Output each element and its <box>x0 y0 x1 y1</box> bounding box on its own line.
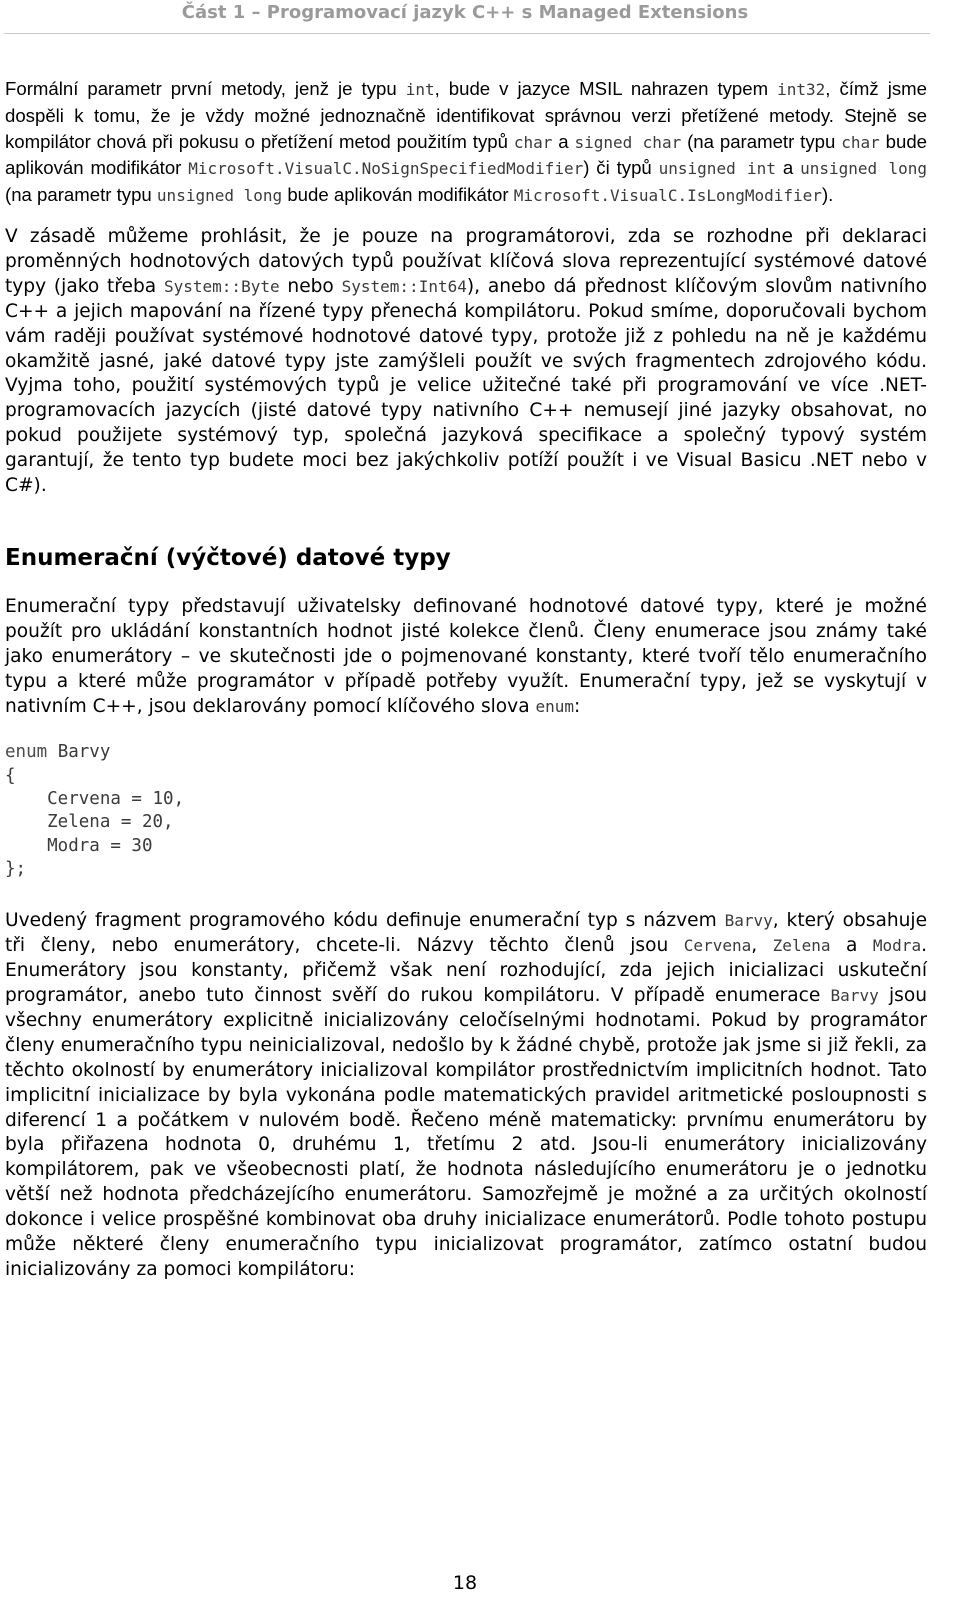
text-run: ), anebo dá přednost klíčovým slovům nativního C++ a jejich mapování na řízené typy přenechá kompilátoru. Pokud smíme, doporučovali bychom vám raději používat systémové hodnotové datové typy, protože již z pohledu na ně je každému okamžitě jasné, jaké datové typy jste zamýšleli použít ve svých fragmentech zdrojového kódu. Vyjma toho, použití systémových typů je velice užitečné také při programování ve více .NET-programovacích jazycích (jisté datové typy nativního C++ nemusejí jiné jazyky obsahovat, no pokud použijete systémový typ, společná jazyková specifikace a společný typový systém garantují, že tento typ budete moci bez jakýchkoliv potíží použít i ve Visual Basicu .NET nebo v C#). <box>5 275 927 497</box>
text-run: Enumerační typy představují uživatelsky definované hodnotové datové typy, které je možné použít pro ukládání konstantních hodnot jisté kolekce členů. Členy enumerace jsou známy také jako enumerátory – ve skutečnosti jde o pojmenované konstanty, které tvoří tělo enumeračního typu a které může programátor v případě potřeby využít. Enumerační typy, jež se vyskytují v nativním C++, jsou deklarovány pomocí klíčového slova <box>5 595 927 717</box>
code-barvy: Barvy <box>830 985 879 1005</box>
text-run: : <box>574 695 581 717</box>
paragraph-enum-explanation <box>5 909 927 1283</box>
text-run: Uvedený fragment programového kódu definuje enumerační typ s názvem <box>5 910 725 932</box>
running-header: Část 1 – Programovací jazyk C++ s Managed Extensions <box>181 2 749 23</box>
code-barvy: Barvy <box>724 911 773 931</box>
text-run: , čímž jsme dospěli k tomu, že je vždy možné jednoznačně identifikovat správnou verzi přetížené metody. Stejně se kompilátor chová při pokusu o přetížení metod použitím typů <box>5 78 927 152</box>
code-line: Zelena = 20, <box>5 812 174 833</box>
text-run: a <box>775 157 801 179</box>
page-number: 18 <box>452 1572 478 1594</box>
code-signed-char: signed char <box>574 132 682 152</box>
text-run: Formální parametr první metody, jenž je typu <box>5 78 406 99</box>
text-run: a <box>552 130 575 152</box>
paragraph-overload-modifiers <box>5 76 927 209</box>
text-run: , který obsahuje tři členy, nebo enumerátory, chcete-li. Názvy těchto členů jsou <box>5 910 928 957</box>
text-run: ) či typů <box>583 157 659 179</box>
header-divider <box>4 33 930 34</box>
text-run: jsou všechny enumerátory explicitně inicializovány celočíselnými hodnotami. Pokud by programátor členy enumeračního typu neinicializoval, nedošlo by k žádné chybě, protože jak jsme si již řekli, za těchto okolností by enumerátory inicializoval kompilátor prostřednictvím implicitních hodnot. Tato implicitní inicializace by byla vykonána podle matematických pravidel aritmetické posloupnosti s diferencí 1 a počátkem v nulovém bodě. Řečeno méně matematicky: prvnímu enumerátoru by byla přiřazena hodnota 0, druhému 1, třetímu 2 atd. Jsou-li enumerátory inicializovány kompilátorem, pak ve všeobecnosti platí, že hodnota následujícího enumerátoru je o jednotku větší než hodnota předcházejícího enumerátoru. Samozřejmě je možné a za určitých okolností dokonce i velice prospěšné kombinovat oba druhy inicializace enumerátorů. Podle tohoto postupu může některé členy enumeračního typu inicializovat programátor, zatímco ostatní budou inicializovány za pomoci kompilátoru: <box>5 984 927 1280</box>
code-nosign-modifier: Microsoft.VisualC.NoSignSpecifiedModifier <box>188 159 584 179</box>
code-line: { <box>5 765 16 786</box>
code-char: char <box>513 132 553 152</box>
page-body <box>5 76 927 1283</box>
text-run: nebo <box>279 275 342 297</box>
text-run: . Enumerátory jsou konstanty, přičemž však není rozhodující, zda jejich inicializaci uskuteční programátor, anebo tuto činnost svěří do rukou kompilátoru. V případě enumerace <box>5 935 927 1006</box>
code-unsigned-int: unsigned int <box>658 159 776 179</box>
code-int32: int32 <box>777 80 826 99</box>
text-run: , bude v jazyce MSIL nahrazen typem <box>434 78 778 99</box>
text-run: , <box>751 935 773 957</box>
code-enum-name: Barvy <box>47 742 111 763</box>
code-modra: Modra <box>872 936 922 956</box>
text-run: a <box>830 935 873 957</box>
code-line: Cervena = 10, <box>5 789 185 810</box>
text-run: ). <box>821 184 834 206</box>
code-char: char <box>841 132 880 152</box>
code-enum: enum <box>535 696 575 716</box>
text-run: (na parametr typu <box>681 130 842 152</box>
code-system-byte: System::Byte <box>164 276 280 296</box>
code-unsigned-long: unsigned long <box>800 159 928 179</box>
code-line: Modra = 30 <box>5 835 153 856</box>
text-run: bude aplikován modifikátor <box>282 184 514 206</box>
text-run: V zásadě můžeme prohlásit, že je pouze na programátorovi, zda se rozhodne při deklaraci proměnných hodnotových datových typů používat klíčová slova reprezentující systémové datové typy (jako třeba <box>5 225 927 297</box>
code-cervena: Cervena <box>683 936 752 956</box>
section-heading: Enumerační (výčtové) datové typy <box>5 544 451 571</box>
code-zelena: Zelena <box>772 936 831 956</box>
code-islong-modifier: Microsoft.VisualC.IsLongModifier <box>513 186 822 206</box>
text-run: bude aplikován modifikátor <box>5 130 928 179</box>
code-line: }; <box>5 858 27 879</box>
paragraph-system-types <box>5 225 927 499</box>
code-unsigned-long: unsigned long <box>156 186 283 206</box>
code-keyword-enum: enum <box>5 742 48 763</box>
code-system-int64: System::Int64 <box>341 276 467 296</box>
paragraph-enum-intro <box>5 595 927 720</box>
text-run: (na parametr typu <box>5 184 157 206</box>
code-int: int <box>405 80 435 99</box>
code-listing <box>5 741 927 881</box>
